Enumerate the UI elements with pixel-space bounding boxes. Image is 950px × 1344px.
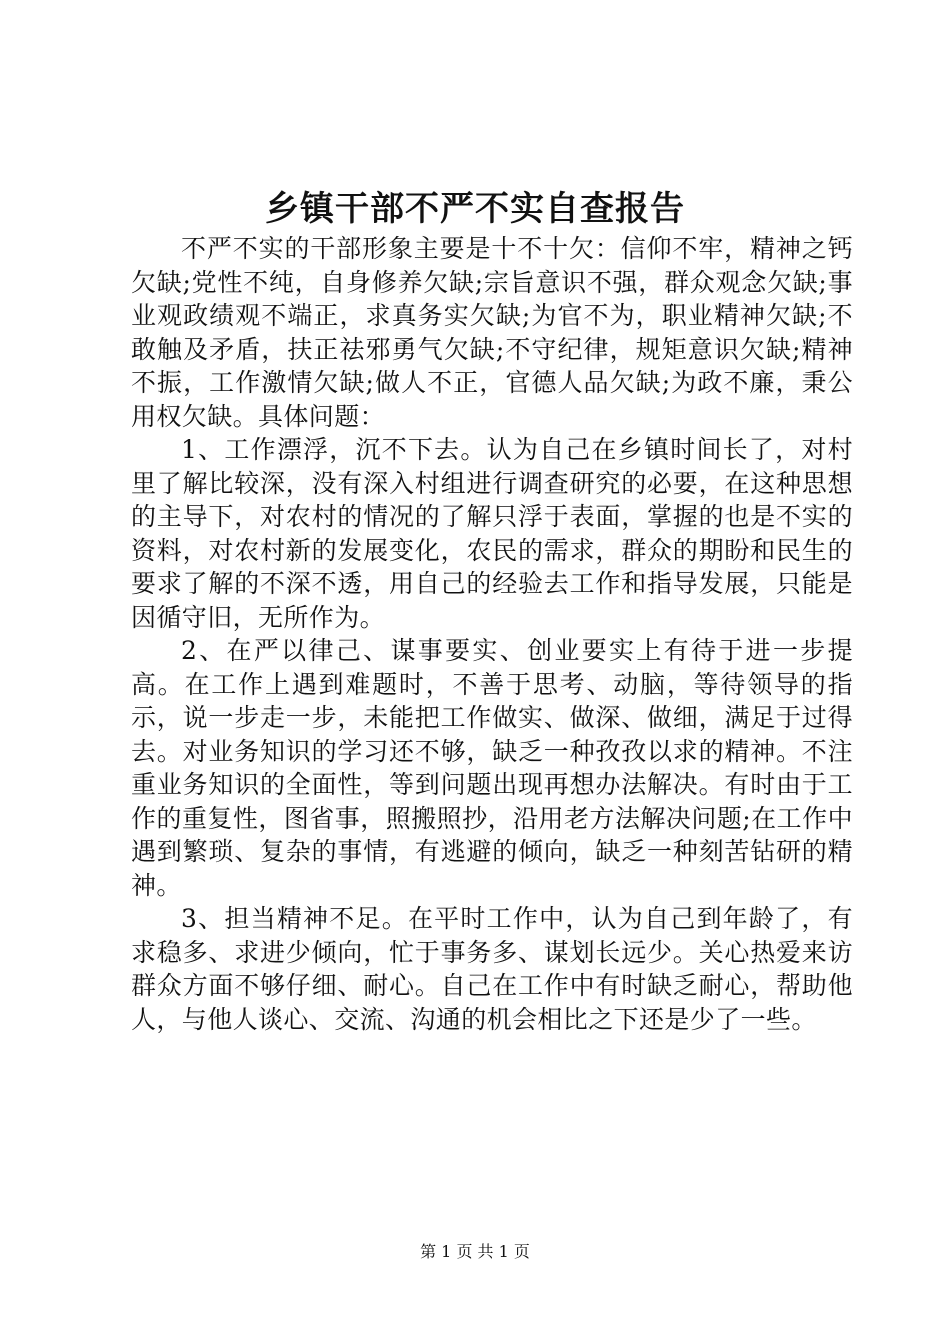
issue-paragraph-1: 1、工作漂浮，沉不下去。认为自己在乡镇时间长了，对村里了解比较深，没有深入村组进行调查研究的必要，在这种思想的主导下，对农村的情况的了解只浮于表面，掌握的也是不实的资料，对农村新的发展变化，农民的需求，群众的期盼和民生的要求了解的不深不透，用自己的经验去工作和指导发展，只能是因循守旧，无所作为。 [131,435,853,632]
issue-paragraph-2: 2、在严以律己、谋事要实、创业要实上有待于进一步提高。在工作上遇到难题时，不善于思考、动脑，等待领导的指示，说一步走一步，未能把工作做实、做深、做细，满足于过得去。对业务知识的学习还不够，缺乏一种孜孜以求的精神。不注重业务知识的全面性，等到问题出现再想办法解决。有时由于工作的重复性，图省事，照搬照抄，沿用老方法解决问题;在工作中遇到繁琐、复杂的事情，有逃避的倾向，缺乏一种刻苦钻研的精神。 [131,636,853,900]
document-title: 乡镇干部不严不实自查报告 [265,189,685,229]
page-footer: 第 1 页 共 1 页 [420,1242,530,1261]
issue-paragraph-3: 3、担当精神不足。在平时工作中，认为自己到年龄了，有求稳多、求进少倾向，忙于事务多、谋划长远少。关心热爱来访群众方面不够仔细、耐心。自己在工作中有时缺乏耐心，帮助他人，与他人谈心、交流、沟通的机会相比之下还是少了一些。 [131,904,853,1034]
intro-paragraph: 不严不实的干部形象主要是十不十欠：信仰不牢，精神之钙欠缺;党性不纯，自身修养欠缺;宗旨意识不强，群众观念欠缺;事业观政绩观不端正，求真务实欠缺;为官不为，职业精神欠缺;不敢触及矛盾，扶正祛邪勇气欠缺;不守纪律，规矩意识欠缺;精神不振，工作激情欠缺;做人不正，官德人品欠缺;为政不廉，秉公用权欠缺。具体问题： [131,234,853,431]
document-body [131,232,853,1036]
